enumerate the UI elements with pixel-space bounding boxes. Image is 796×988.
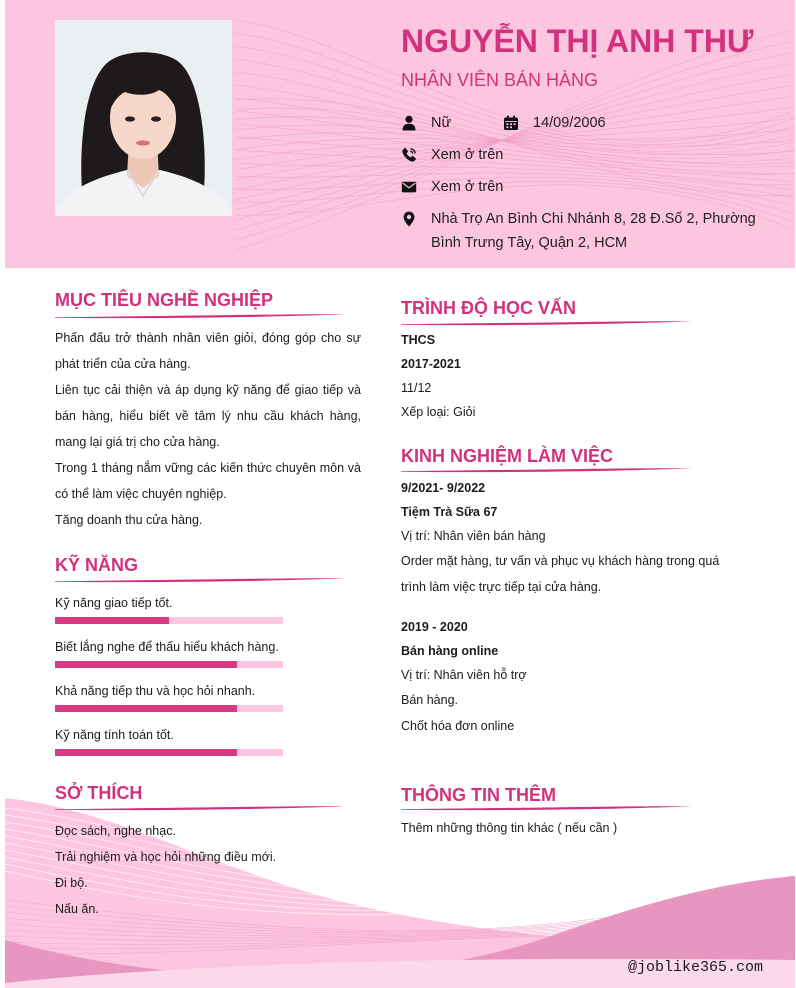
- experience-list: [401, 476, 741, 739]
- objective-paragraph: Tăng doanh thu cửa hàng.: [55, 513, 203, 527]
- heading-underline: [55, 576, 347, 584]
- skill-item: [55, 725, 285, 769]
- job-entry: [401, 615, 741, 739]
- heading-underline: [55, 312, 347, 320]
- education-school: THCS: [401, 333, 436, 347]
- skill-bar-fill: [55, 617, 169, 624]
- hobby-item: Đi bộ.: [55, 876, 88, 890]
- skill-bar-track: [55, 661, 283, 668]
- map-pin-icon: [401, 207, 431, 231]
- job-detail: Chốt hóa đơn online: [401, 719, 515, 733]
- candidate-name: NGUYỄN THỊ ANH THƯ: [401, 23, 754, 59]
- skill-label: Biết lắng nghe để thấu hiểu khách hàng.: [55, 640, 279, 654]
- address-row: [401, 207, 776, 255]
- objective-paragraph: Liên tục cải thiện và áp dụng kỹ năng để giao tiếp và bán hàng, hiểu biết về tâm lý nhu cầu khách hàng, mang lại giá trị cho cửa hàng.: [55, 383, 361, 449]
- skill-item: [55, 593, 285, 637]
- watermark-text: @joblike365.com: [628, 959, 764, 976]
- skill-label: Kỹ năng tính toán tốt.: [55, 728, 174, 742]
- additional-info-text: Thêm những thông tin khác ( nếu cần ): [401, 821, 618, 835]
- education-grade: 11/12: [401, 381, 432, 395]
- education-heading: TRÌNH ĐỘ HỌC VẤN: [401, 298, 576, 318]
- header-wave-line: [235, 150, 795, 190]
- objective-heading: MỤC TIÊU NGHỀ NGHIỆP: [55, 290, 274, 310]
- hobby-item: Nấu ăn.: [55, 902, 99, 916]
- email-row: [401, 175, 503, 199]
- additional-info-heading: THÔNG TIN THÊM: [401, 785, 556, 805]
- skill-item: [55, 637, 285, 681]
- education-rank: Xếp loại: Giỏi: [401, 405, 476, 419]
- phone-value: Xem ở trên: [431, 147, 504, 163]
- gender-value: Nữ: [431, 115, 452, 131]
- job-position: Vị trí: Nhân viên hỗ trợ: [401, 668, 527, 682]
- calendar-icon: [503, 111, 533, 135]
- skill-label: Khả năng tiếp thu và học hỏi nhanh.: [55, 684, 256, 698]
- phone-row: [401, 143, 503, 167]
- job-detail: Order mặt hàng, tư vấn và phục vụ khách hàng trong quá trình làm việc trực tiếp tại cửa hàng.: [401, 554, 720, 594]
- heading-underline: [401, 466, 693, 474]
- birthday-value: 14/09/2006: [533, 115, 606, 131]
- gender-row: [401, 111, 451, 135]
- job-company: Bán hàng online: [401, 644, 499, 658]
- address-value: Nhà Trọ An Bình Chi Nhánh 8, 28 Đ.Số 2, Phường Bình Trưng Tây, Quận 2, HCM: [431, 211, 756, 251]
- profile-photo: [55, 20, 232, 216]
- header-wave-line: [235, 173, 795, 206]
- skills-list: [55, 593, 285, 769]
- skills-heading: KỸ NĂNG: [55, 555, 139, 575]
- job-title: NHÂN VIÊN BÁN HÀNG: [401, 70, 599, 90]
- education-period: 2017-2021: [401, 357, 461, 371]
- job-position: Vị trí: Nhân viên bán hàng: [401, 529, 546, 543]
- hobbies-heading: SỞ THÍCH: [55, 783, 143, 803]
- skill-bar-fill: [55, 749, 237, 756]
- job-entry: [401, 476, 741, 600]
- hobby-item: Trải nghiệm và học hỏi những điều mới.: [55, 850, 277, 864]
- job-detail: Bán hàng.: [401, 693, 458, 707]
- heading-underline: [401, 319, 693, 327]
- birthday-row: [503, 111, 606, 135]
- skill-bar-track: [55, 749, 283, 756]
- skill-bar-fill: [55, 661, 237, 668]
- objective-text: [55, 325, 361, 533]
- skill-label: Kỹ năng giao tiếp tốt.: [55, 596, 173, 610]
- envelope-icon: [401, 175, 431, 199]
- skill-bar-track: [55, 705, 283, 712]
- email-value: Xem ở trên: [431, 179, 504, 195]
- objective-paragraph: Trong 1 tháng nắm vững các kiến thức chuyên môn và có thể làm việc chuyên nghiệp.: [55, 461, 361, 501]
- education-block: [401, 328, 741, 424]
- phone-icon: [401, 143, 431, 167]
- skill-bar-track: [55, 617, 283, 624]
- heading-underline: [401, 804, 693, 812]
- header-wave-line: [235, 163, 795, 198]
- skill-bar-fill: [55, 705, 237, 712]
- skill-item: [55, 681, 285, 725]
- job-company: Tiệm Trà Sữa 67: [401, 505, 498, 519]
- experience-heading: KINH NGHIỆM LÀM VIỆC: [401, 446, 614, 466]
- heading-underline: [55, 804, 347, 812]
- job-period: 9/2021- 9/2022: [401, 481, 486, 495]
- hobby-item: Đọc sách, nghe nhạc.: [55, 824, 176, 838]
- person-icon: [401, 111, 431, 135]
- hobbies-list: [55, 818, 361, 922]
- objective-paragraph: Phấn đấu trở thành nhân viên giỏi, đóng góp cho sự phát triển của cửa hàng.: [55, 331, 361, 371]
- job-period: 2019 - 2020: [401, 620, 468, 634]
